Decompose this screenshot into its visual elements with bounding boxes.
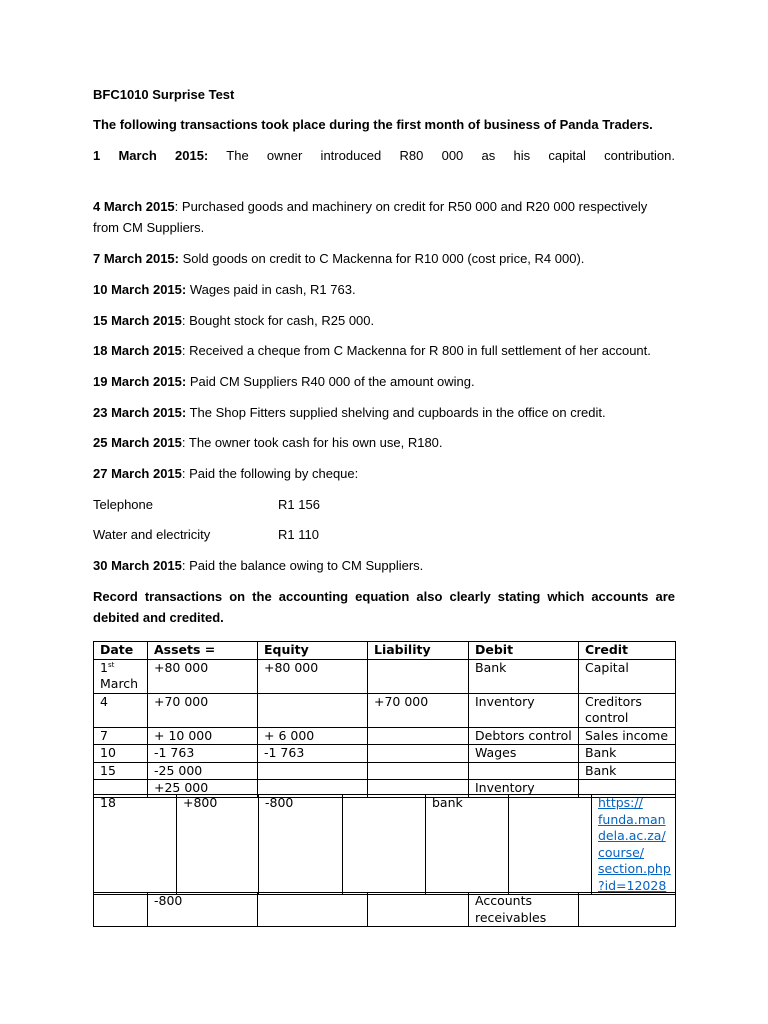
cell-debit: bank bbox=[426, 795, 509, 895]
transaction-30-march bbox=[93, 555, 675, 576]
cell-liability bbox=[368, 762, 469, 780]
table-row bbox=[94, 693, 676, 727]
cell-date bbox=[94, 893, 148, 927]
cell-liability bbox=[368, 745, 469, 763]
transaction-date: 27 March 2015 bbox=[93, 466, 182, 481]
transaction-text: Paid CM Suppliers R40 000 of the amount owing. bbox=[186, 374, 475, 389]
cell-debit: Wages bbox=[469, 745, 579, 763]
cell-equity: -800 bbox=[259, 795, 343, 895]
transaction-date: 10 March 2015: bbox=[93, 282, 187, 297]
table-row bbox=[94, 795, 676, 895]
cell-liability bbox=[368, 659, 469, 693]
cell-debit bbox=[469, 762, 579, 780]
transaction-date: 7 March 2015: bbox=[93, 251, 179, 266]
header-assets: Assets = bbox=[148, 642, 258, 660]
table-row bbox=[94, 727, 676, 745]
cell-credit bbox=[579, 893, 676, 927]
transaction-date: 1 March 2015: bbox=[93, 148, 209, 163]
cell-equity bbox=[258, 762, 368, 780]
course-section-link[interactable]: https:// funda.man dela.ac.za/ course/ section.php ?id=12028 bbox=[598, 795, 671, 893]
transaction-date: 30 March 2015 bbox=[93, 558, 182, 573]
transaction-date: 4 March 2015 bbox=[93, 199, 175, 214]
transaction-text: : The owner took cash for his own use, R180. bbox=[181, 435, 443, 450]
cell-credit: Creditors control bbox=[579, 693, 676, 727]
transaction-date: 25 March 2015 bbox=[93, 435, 182, 450]
transaction-1-march bbox=[93, 145, 675, 166]
expense-telephone bbox=[93, 494, 675, 515]
cell-equity: + 6 000 bbox=[258, 727, 368, 745]
header-debit: Debit bbox=[469, 642, 579, 660]
expense-label: Telephone bbox=[93, 497, 153, 512]
cell-equity bbox=[258, 893, 368, 927]
cell-date: 4 bbox=[94, 693, 148, 727]
instruction-text: Record transactions on the accounting equation also clearly stating which accounts are debited and credited. bbox=[93, 589, 675, 625]
cell-liability: +70 000 bbox=[368, 693, 469, 727]
expense-water-electricity bbox=[93, 524, 675, 545]
expense-amount: R1 156 bbox=[278, 497, 320, 512]
cell-debit: Accounts receivables bbox=[469, 893, 579, 927]
header-credit: Credit bbox=[579, 642, 676, 660]
cell-debit: Inventory bbox=[469, 780, 579, 798]
transaction-text: : Bought stock for cash, R25 000. bbox=[181, 313, 375, 328]
transaction-text: : Paid the following by cheque: bbox=[181, 466, 359, 481]
cell-assets: -800 bbox=[148, 893, 258, 927]
header-liability: Liability bbox=[368, 642, 469, 660]
date-suffix: st bbox=[107, 660, 115, 669]
cell-assets: +70 000 bbox=[148, 693, 258, 727]
cell-assets: +800 bbox=[177, 795, 259, 895]
cell-date: 10 bbox=[94, 745, 148, 763]
cell-link bbox=[592, 795, 676, 895]
transaction-15-march bbox=[93, 310, 675, 331]
transaction-10-march bbox=[93, 279, 675, 300]
cell-debit: Bank bbox=[469, 659, 579, 693]
table-row bbox=[94, 745, 676, 763]
cell-assets: -25 000 bbox=[148, 762, 258, 780]
transaction-19-march bbox=[93, 371, 675, 392]
cell-assets: + 10 000 bbox=[148, 727, 258, 745]
transaction-date: 15 March 2015 bbox=[93, 313, 182, 328]
transaction-text: Sold goods on credit to C Mackenna for R10 000 (cost price, R4 000). bbox=[179, 251, 585, 266]
table-row bbox=[94, 762, 676, 780]
cell-date bbox=[94, 659, 148, 693]
transaction-7-march bbox=[93, 248, 675, 269]
expense-label: Water and electricity bbox=[93, 527, 211, 542]
transaction-25-march bbox=[93, 432, 675, 453]
cell-credit: Sales income bbox=[579, 727, 676, 745]
transaction-text: The owner introduced R80 000 as his capital contribution. bbox=[208, 148, 676, 163]
table-row bbox=[94, 893, 676, 927]
cell-credit bbox=[509, 795, 592, 895]
document-title: BFC1010 Surprise Test bbox=[93, 87, 235, 102]
date-month: March bbox=[100, 676, 139, 691]
table-header-row bbox=[94, 642, 676, 660]
expense-amount: R1 110 bbox=[278, 527, 319, 542]
transaction-18-march bbox=[93, 340, 675, 361]
cell-equity: +80 000 bbox=[258, 659, 368, 693]
header-equity: Equity bbox=[258, 642, 368, 660]
transaction-27-march bbox=[93, 463, 675, 484]
cell-equity bbox=[258, 693, 368, 727]
transaction-date: 19 March 2015: bbox=[93, 374, 187, 389]
last-row-table bbox=[93, 892, 676, 927]
cell-liability bbox=[368, 893, 469, 927]
cell-liability bbox=[343, 795, 426, 895]
table-row bbox=[94, 659, 676, 693]
cell-assets: +25 000 bbox=[148, 780, 258, 798]
transaction-text: : Paid the balance owing to CM Suppliers. bbox=[181, 558, 424, 573]
date-day: 1 bbox=[100, 659, 108, 675]
cell-date: 15 bbox=[94, 762, 148, 780]
cell-liability bbox=[368, 727, 469, 745]
cell-credit: Bank bbox=[579, 745, 676, 763]
transaction-text: Wages paid in cash, R1 763. bbox=[186, 282, 356, 297]
cell-debit: Inventory bbox=[469, 693, 579, 727]
cell-assets: -1 763 bbox=[148, 745, 258, 763]
row-18-march-table bbox=[93, 794, 676, 895]
transaction-date: 23 March 2015: bbox=[93, 405, 187, 420]
cell-date: 18 bbox=[94, 795, 177, 895]
cell-credit: Capital bbox=[579, 659, 676, 693]
cell-assets: +80 000 bbox=[148, 659, 258, 693]
transaction-date: 18 March 2015 bbox=[93, 343, 182, 358]
header-date: Date bbox=[94, 642, 148, 660]
transaction-text: : Received a cheque from C Mackenna for R 800 in full settlement of her account. bbox=[181, 343, 651, 358]
cell-equity: -1 763 bbox=[258, 745, 368, 763]
cell-credit: Bank bbox=[579, 762, 676, 780]
transaction-text: : Purchased goods and machinery on credit for R50 000 and R20 000 respectively from CM Suppliers. bbox=[93, 199, 648, 235]
accounting-equation-table bbox=[93, 641, 676, 798]
transaction-4-march bbox=[93, 196, 675, 238]
transaction-23-march bbox=[93, 402, 675, 423]
intro-text: The following transactions took place during the first month of business of Panda Traders. bbox=[93, 117, 653, 132]
transaction-text: The Shop Fitters supplied shelving and cupboards in the office on credit. bbox=[186, 405, 606, 420]
cell-date: 7 bbox=[94, 727, 148, 745]
cell-debit: Debtors control bbox=[469, 727, 579, 745]
